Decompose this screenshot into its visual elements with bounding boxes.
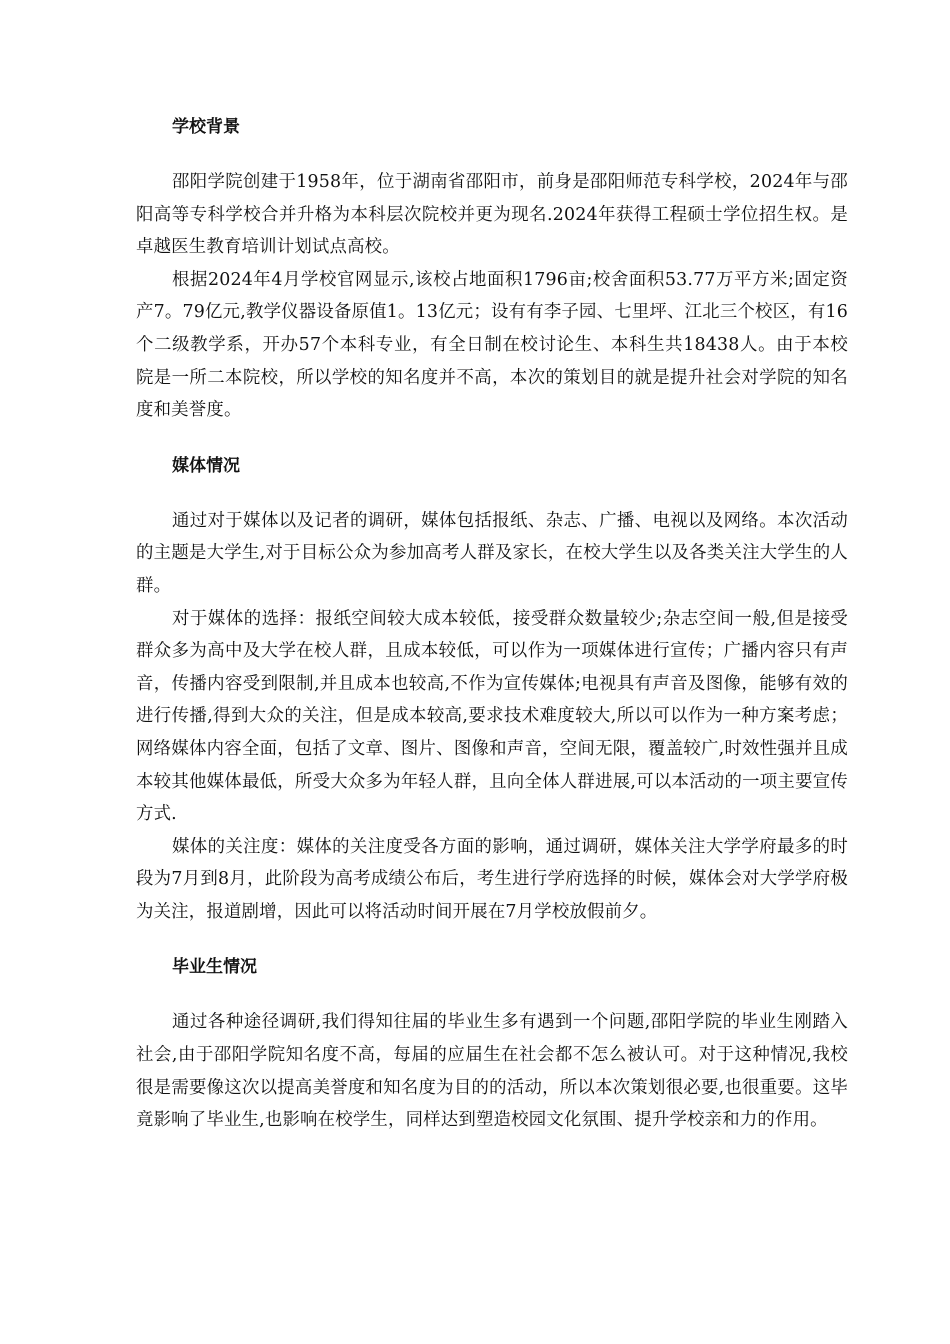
paragraph: 媒体的关注度：媒体的关注度受各方面的影响，通过调研，媒体关注大学学府最多的时段为7月到8月，此阶段为高考成绩公布后，考生进行学府选择的时候，媒体会对大学学府极为关注，报道剧增，因此可以将活动时间开展在7月学校放假前夕。 — [136, 836, 848, 922]
paragraph: 对于媒体的选择：报纸空间较大成本较低，接受群众数量较少;杂志空间一般,但是接受群众多为高中及大学在校人群，且成本较低，可以作为一项媒体进行宣传；广播内容只有声音，传播内容受到限制,并且成本也较高,不作为宣传媒体;电视具有声音及图像，能够有效的进行传播,得到大众的关注，但是成本较高,要求技术难度较大,所以可以作为一种方案考虑；网络媒体内容全面，包括了文章、图片、图像和声音，空间无限，覆盖较广,时效性强并且成本较其他媒体最低，所受大众多为年轻人群，且向全体人群进展,可以本活动的一项主要宣传方式. — [136, 608, 848, 825]
section-heading: 学校背景 — [172, 117, 240, 137]
section-school-background — [136, 110, 848, 427]
document-body — [136, 110, 848, 1137]
paragraph: 通过各种途径调研,我们得知往届的毕业生多有遇到一个问题,邵阳学院的毕业生刚踏入社会,由于邵阳学院知名度不高，每届的应届生在社会都不怎么被认可。对于这种情况,我校很是需要像这次以提高美誉度和知名度为目的的活动，所以本次策划很必要,也很重要。这毕竟影响了毕业生,也影响在校学生，同样达到塑造校园文化氛围、提升学校亲和力的作用。 — [136, 1012, 848, 1131]
section-heading: 媒体情况 — [172, 455, 240, 476]
section-graduate-situation — [136, 950, 848, 1136]
paragraph: 邵阳学院创建于1958年，位于湖南省邵阳市，前身是邵阳师范专科学校，2024年与邵阳高等专科学校合并升格为本科层次院校并更为现名.2024年获得工程硕士学位招生权。是卓越医生教育培训计划试点高校。 — [136, 172, 848, 258]
section-media-situation — [136, 449, 848, 929]
paragraph: 通过对于媒体以及记者的调研，媒体包括报纸、杂志、广播、电视以及网络。本次活动的主题是大学生,对于目标公众为参加高考人群及家长，在校大学生以及各类关注大学生的人群。 — [136, 510, 848, 596]
section-heading: 毕业生情况 — [172, 957, 257, 978]
paragraph: 根据2024年4月学校官网显示,该校占地面积1796亩;校舍面积53.77万平方米;固定资产7。79亿元,教学仪器设备原值1。13亿元；设有有李子园、七里坪、江北三个校区，有16个二级教学系，开办57个本科专业，有全日制在校讨论生、本科生共18438人。由于本校院是一所二本院校，所以学校的知名度并不高，本次的策划目的就是提升社会对学院的知名度和美誉度。 — [136, 269, 848, 421]
